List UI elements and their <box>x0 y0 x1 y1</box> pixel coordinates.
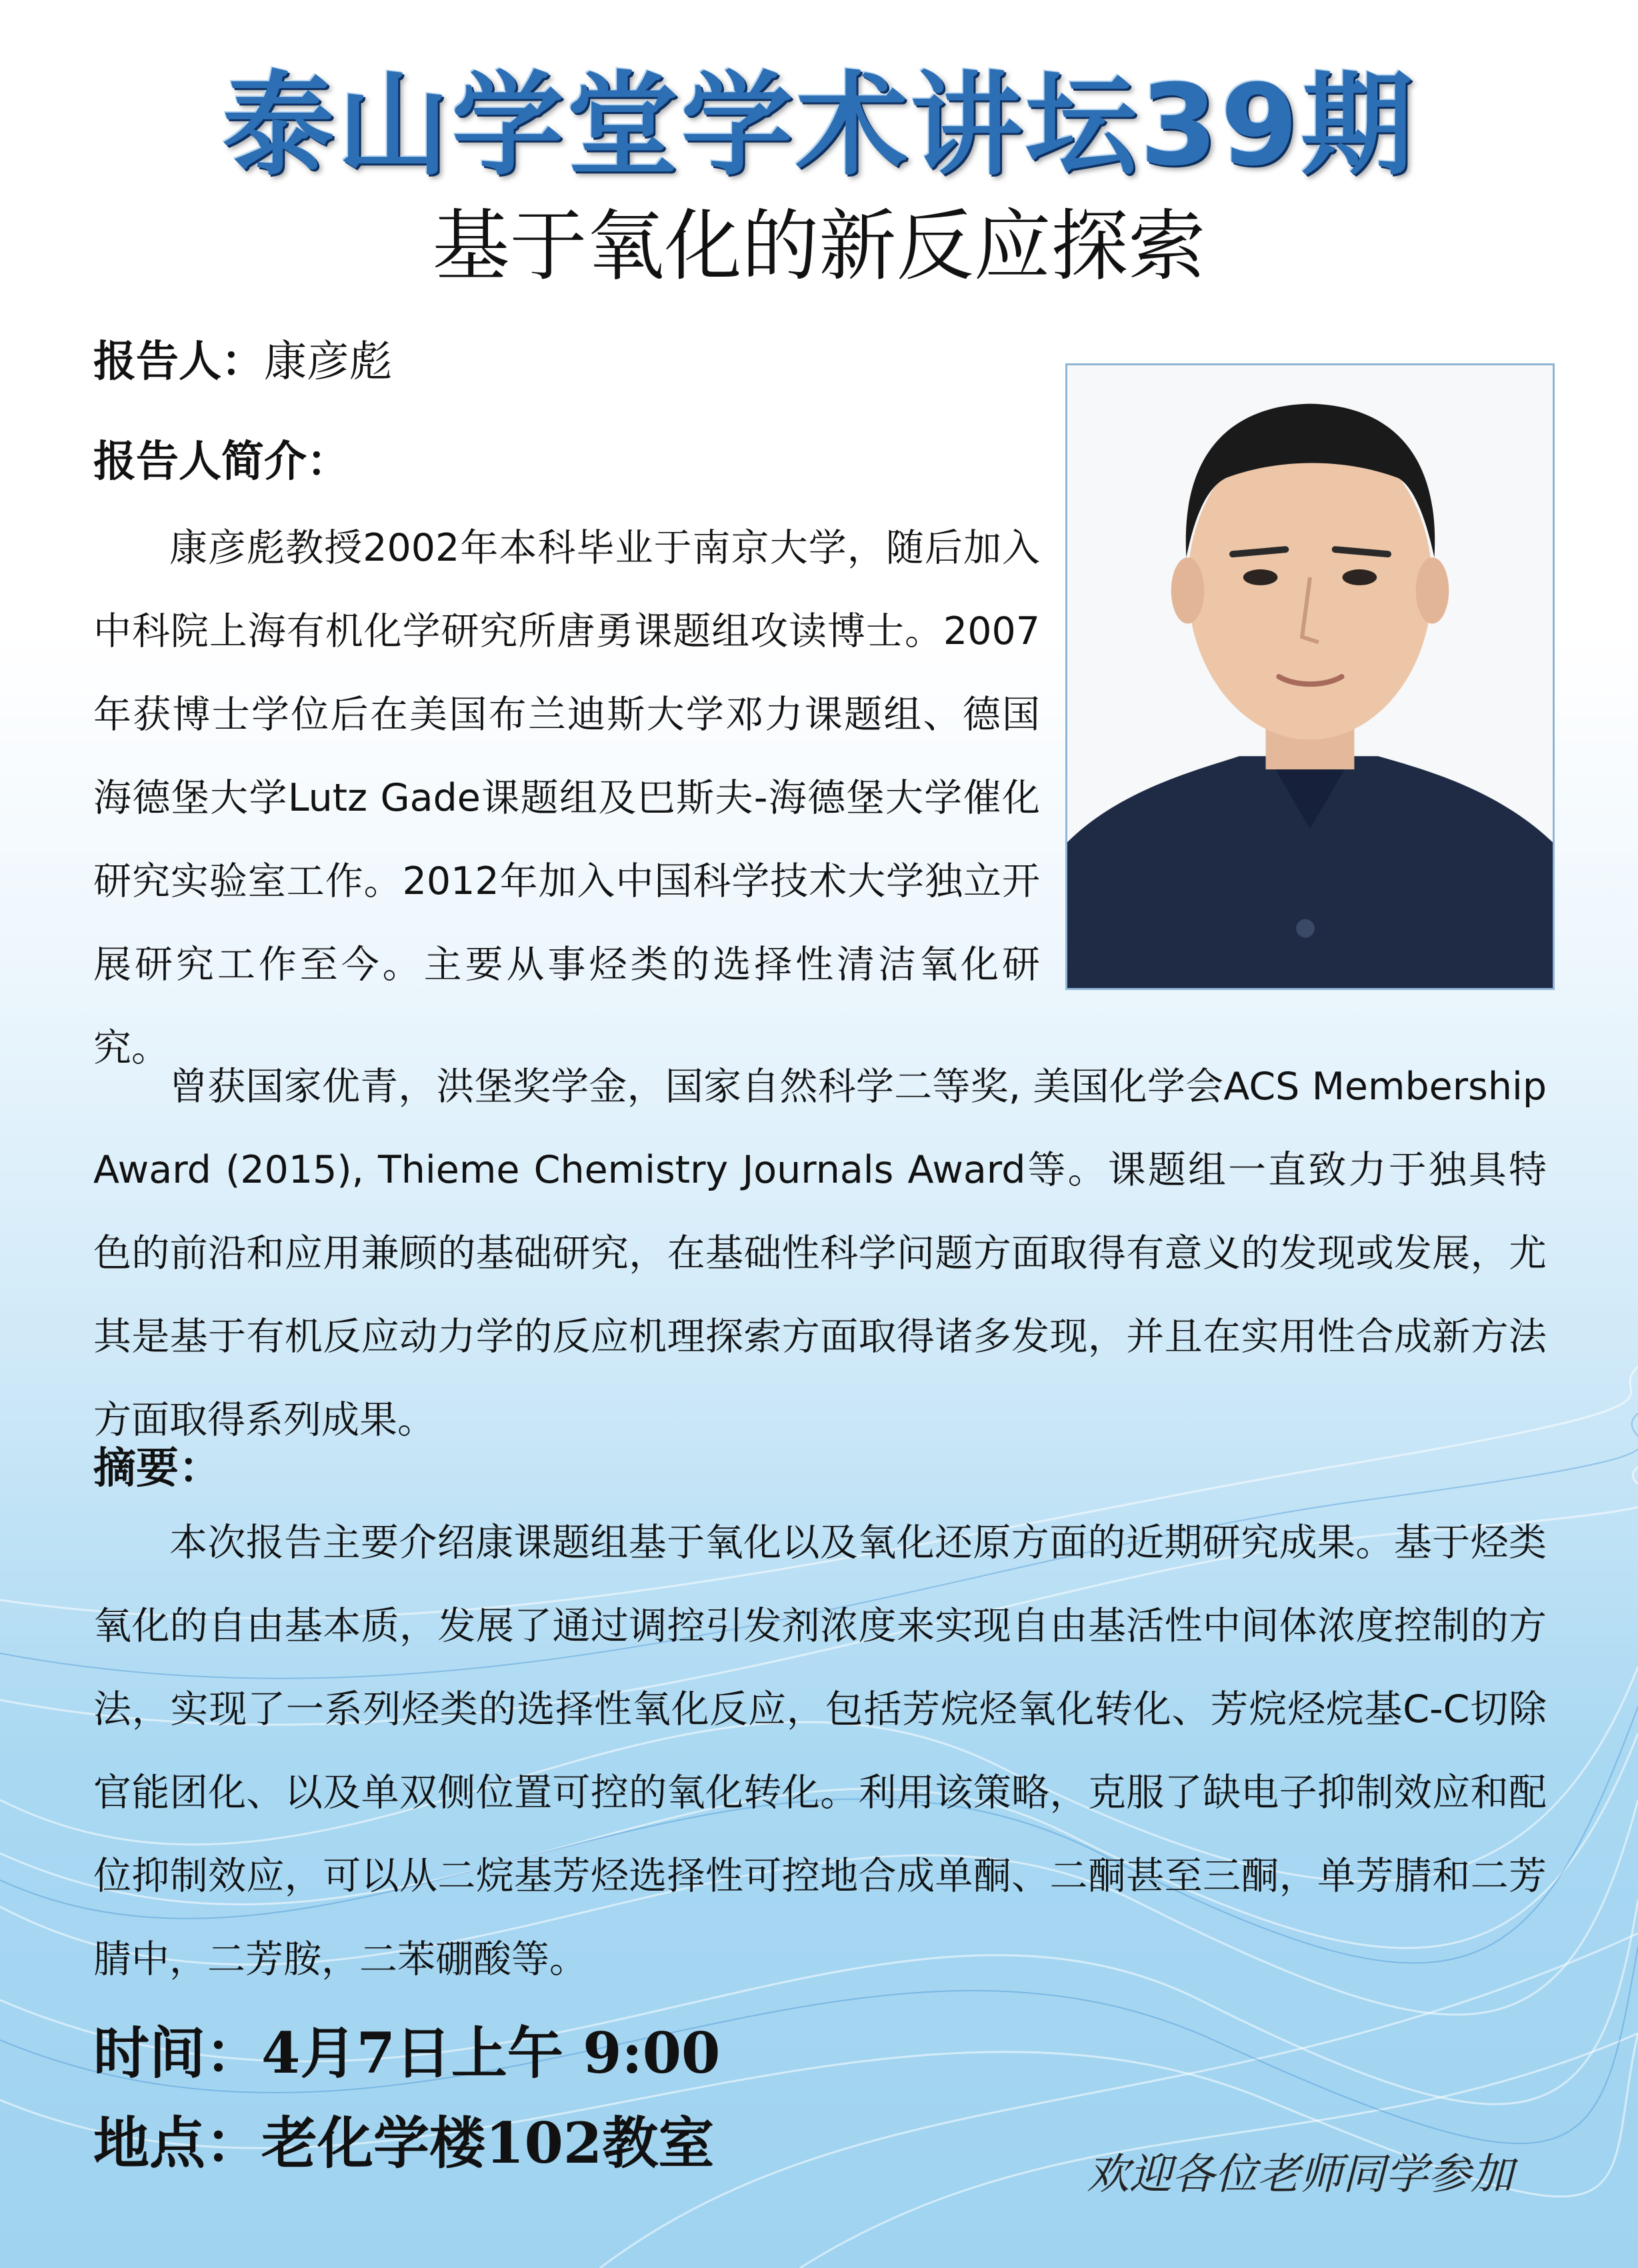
abstract-heading-line <box>93 1443 221 1495</box>
place-line <box>93 2110 714 2177</box>
abstract-heading: 摘要： <box>93 1443 221 1493</box>
time-line <box>93 2020 721 2087</box>
awards-block <box>93 1045 1547 1462</box>
bio-block <box>93 507 1040 1090</box>
speaker-label: 报告人： <box>93 337 264 387</box>
speaker-photo <box>1065 363 1555 990</box>
bio-heading-line <box>93 437 349 488</box>
speaker-name: 康彦彪 <box>264 337 392 387</box>
speaker-line <box>93 337 392 388</box>
abstract-block <box>93 1501 1547 2001</box>
bio-paragraph-2: 曾获国家优青，洪堡奖学金，国家自然科学二等奖, 美国化学会ACS Membership Award (2015), Thieme Chemistry Journals Award等。课题组一直致力于独具特色的前沿和应用兼顾的基础研究，在基础性科学问题方面取得有意义的发现或发展，尤其是基于有机反应动力学的反应机理探索方面取得诸多发现，并且在实用性合成新方法方面取得系列成果。 <box>93 1065 1547 1442</box>
welcome-note: 欢迎各位老师同学参加 <box>1087 2150 1513 2199</box>
time-value: 4月7日上午 9:00 <box>261 2020 721 2086</box>
bio-heading: 报告人简介： <box>93 437 349 487</box>
bio-paragraph-1: 康彦彪教授2002年本科毕业于南京大学，随后加入中科院上海有机化学研究所唐勇课题组攻读博士。2007年获博士学位后在美国布兰迪斯大学邓力课题组、德国海德堡大学Lutz Gade课题组及巴斯夫-海德堡大学催化研究实验室工作。2012年加入中国科学技术大学独立开展研究工作至今。主要从事烃类的选择性清洁氧化研究。 <box>93 526 1040 1070</box>
time-label: 时间： <box>93 2020 262 2086</box>
place-value: 老化学楼102教室 <box>261 2110 715 2176</box>
abstract-paragraph: 本次报告主要介绍康课题组基于氧化以及氧化还原方面的近期研究成果。基于烃类氧化的自由基本质，发展了通过调控引发剂浓度来实现自由基活性中间体浓度控制的方法，实现了一系列烃类的选择性氧化反应，包括芳烷烃氧化转化、芳烷烃烷基C-C切除官能团化、以及单双侧位置可控的氧化转化。利用该策略，克服了缺电子抑制效应和配位抑制效应，可以从二烷基芳烃选择性可控地合成单酮、二酮甚至三酮，单芳腈和二芳腈中，二芳胺，二苯硼酸等。 <box>93 1521 1547 1981</box>
series-title: 泰山学堂学术讲坛39期 <box>222 60 1416 191</box>
talk-title: 基于氧化的新反应探索 <box>432 201 1206 291</box>
place-label: 地点： <box>93 2110 262 2176</box>
speaker-portrait <box>1067 365 1553 988</box>
